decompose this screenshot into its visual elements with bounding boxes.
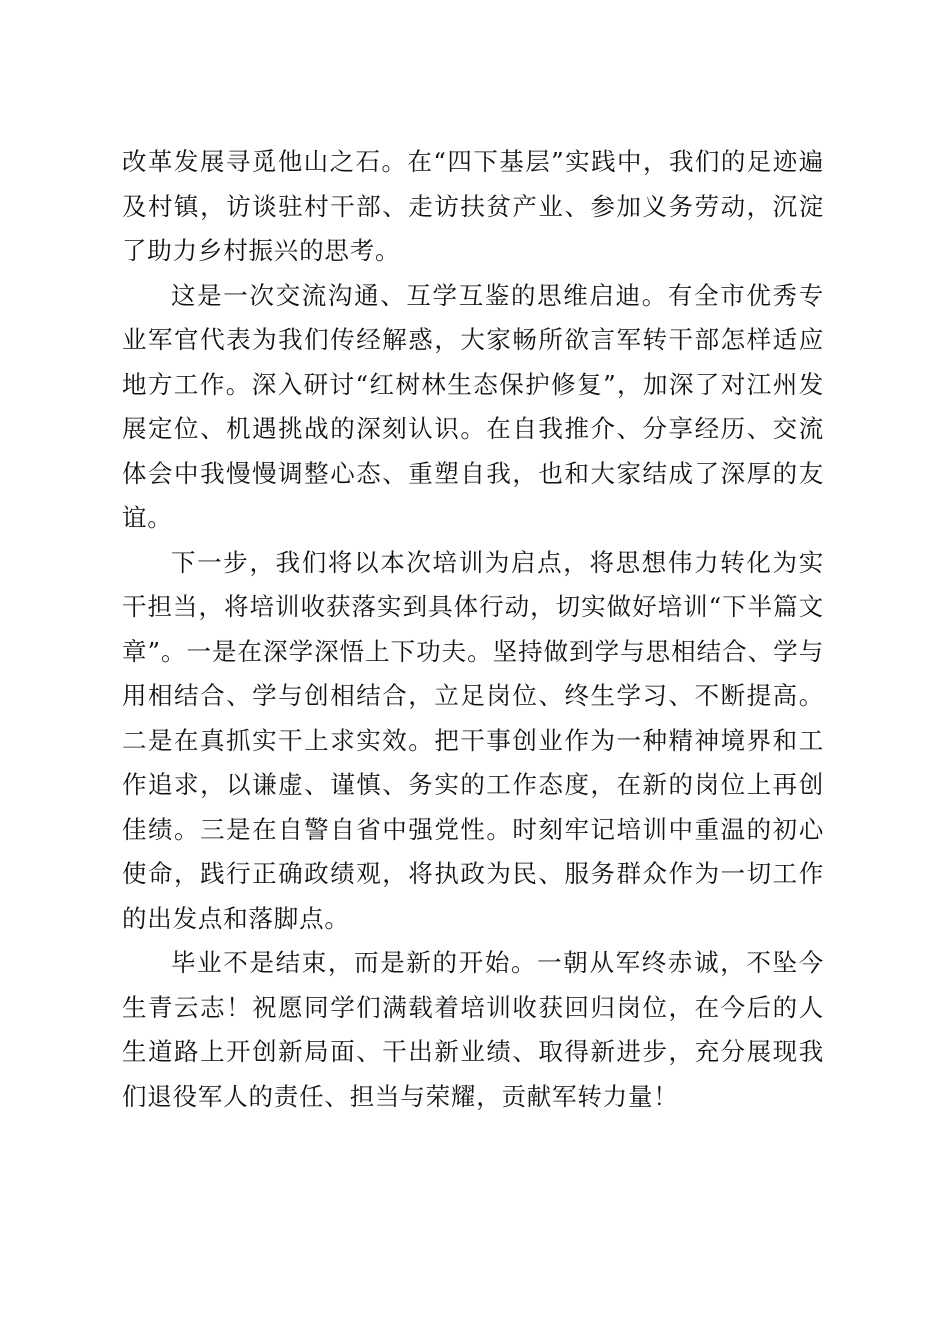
paragraph-next-steps: 下一步，我们将以本次培训为启点，将思想伟力转化为实干担当，将培训收获落实到具体行动，切实做好培训“下半篇文章”。一是在深学深悟上下功夫。坚持做到学与思相结合、学与用相结合、学与创相结合，立足岗位、终生学习、不断提高。二是在真抓实干上求实效。把干事创业作为一种精神境界和工作追求，以谦虚、谨慎、务实的工作态度，在新的岗位上再创佳绩。三是在自警自省中强党性。时刻牢记培训中重温的初心使命，践行正确政绩观，将执政为民、服务群众作为一切工作的出发点和落脚点。 <box>122 547 825 933</box>
document-page <box>122 140 824 1119</box>
paragraph-exchange: 这是一次交流沟通、互学互鉴的思维启迪。有全市优秀专业军官代表为我们传经解惑，大家畅所欲言军转干部怎样适应地方工作。深入研讨“红树林生态保护修复”，加深了对江州发展定位、机遇挑战的深刻认识。在自我推介、分享经历、交流体会中我慢慢调整心态、重塑自我，也和大家结成了深厚的友谊。 <box>122 280 824 532</box>
paragraph-conclusion: 毕业不是结束，而是新的开始。一朝从军终赤诚，不坠今生青云志！祝愿同学们满载着培训收获回归岗位，在今后的人生道路上开创新局面、干出新业绩、取得新进步，充分展现我们退役军人的责任、担当与荣耀，贡献军转力量！ <box>122 948 824 1111</box>
paragraph-continuation: 改革发展寻觅他山之石。在“四下基层”实践中，我们的足迹遍及村镇，访谈驻村干部、走访扶贫产业、参加义务劳动，沉淀了助力乡村振兴的思考。 <box>122 147 824 265</box>
